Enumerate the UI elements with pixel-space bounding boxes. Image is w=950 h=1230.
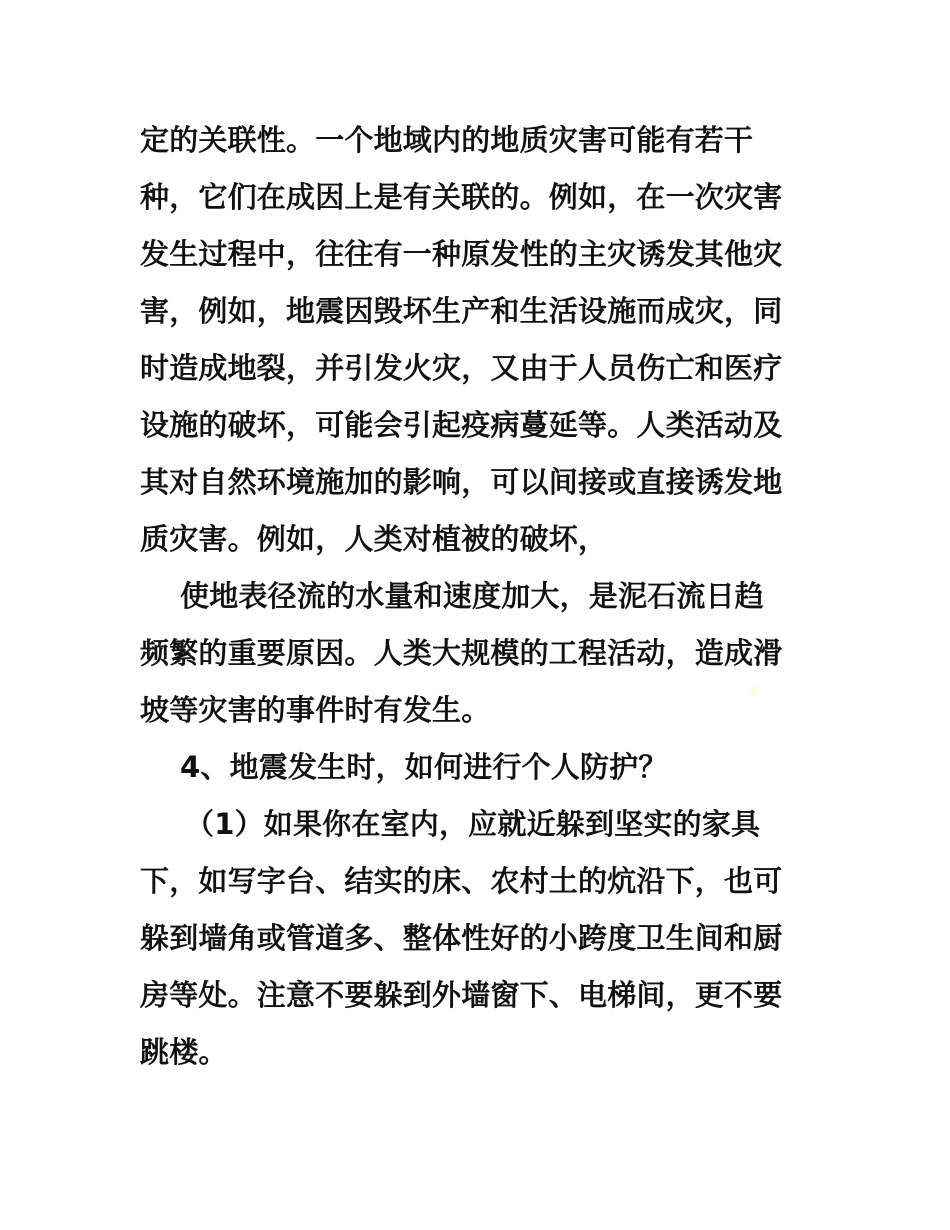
paragraph-line: 躲到墙角或管道多、整体性好的小跨度卫生间和厨 — [140, 921, 783, 955]
paragraph-line: 发生过程中，往往有一种原发性的主灾诱发其他灾 — [140, 237, 783, 271]
paragraph-line: 种，它们在成因上是有关联的。例如，在一次灾害 — [140, 180, 783, 214]
paragraph-line: 房等处。注意不要躲到外墙窗下、电梯间，更不要 — [140, 978, 783, 1012]
document-body — [140, 112, 820, 1081]
paragraph-line: 使地表径流的水量和速度加大，是泥石流日趋 — [180, 579, 765, 613]
paragraph-line: 坡等灾害的事件时有发生。 — [140, 693, 491, 727]
paragraph-line: 频繁的重要原因。人类大规模的工程活动，造成滑 — [140, 636, 783, 670]
paragraph-line: 害，例如，地震因毁坏生产和生活设施而成灾，同 — [140, 294, 783, 328]
paragraph-line: 跳楼。 — [140, 1035, 228, 1069]
paragraph-line: 时造成地裂，并引发火灾，又由于人员伤亡和医疗 — [140, 351, 783, 385]
paragraph-line: 其对自然环境施加的影响，可以间接或直接诱发地 — [140, 465, 783, 499]
paragraph-line: （1）如果你在室内，应就近躲到坚实的家具 — [185, 807, 761, 841]
paragraph-line: 下，如写字台、结实的床、农村土的炕沿下，也可 — [140, 864, 783, 898]
paragraph-line: 质灾害。例如，人类对植被的破坏， — [140, 522, 608, 556]
paragraph-line: 定的关联性。一个地域内的地质灾害可能有若干 — [140, 123, 754, 157]
section-question: 4、地震发生时，如何进行个人防护？ — [180, 750, 668, 784]
paragraph-line: 设施的破坏，可能会引起疫病蔓延等。人类活动及 — [140, 408, 783, 442]
